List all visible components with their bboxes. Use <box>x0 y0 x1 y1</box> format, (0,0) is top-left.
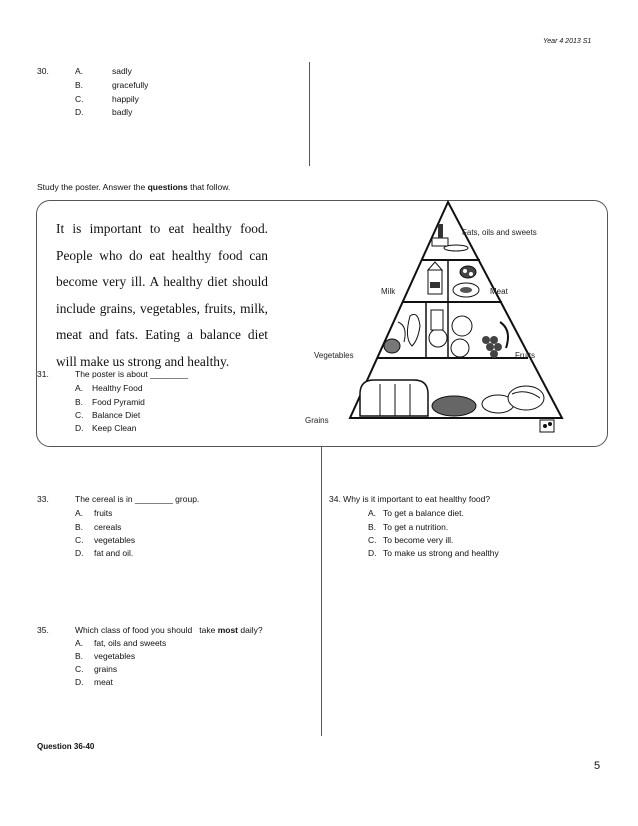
q33-number: 33. <box>37 494 49 504</box>
grains-icon <box>360 380 554 432</box>
column-divider-bottom <box>321 446 322 736</box>
q30-option-c-text: happily <box>112 94 139 104</box>
q35-option-a: A. fat, oils and sweets <box>75 638 167 648</box>
label-vegetables: Vegetables <box>314 351 354 360</box>
page-number: 5 <box>594 760 601 772</box>
q34-option-d: D. To make us strong and healthy <box>368 548 499 558</box>
label-milk: Milk <box>381 287 396 296</box>
meat-icon <box>453 266 479 297</box>
q33-stem: The cereal is in ________ group. <box>75 494 200 504</box>
q31-option-d: D. Keep Clean <box>75 423 137 433</box>
label-grains: Grains <box>305 416 329 425</box>
q30-option-b: B. <box>75 80 84 90</box>
header-label: Year 4 2013 S1 <box>543 38 592 45</box>
q35-option-b: B. vegetables <box>75 651 136 661</box>
q34-stem: 34. Why is it important to eat healthy food? <box>329 494 491 504</box>
q34-option-a: A. To get a balance diet. <box>368 508 464 518</box>
q33-option-a: A. fruits <box>75 508 113 518</box>
instruction-text: Study the poster. Answer the questions that follow. <box>37 182 231 192</box>
q30-option-d-text: badly <box>112 107 133 117</box>
q30-number: 30. <box>37 66 49 76</box>
q33-option-c: C. vegetables <box>75 535 136 545</box>
fruits-icon <box>451 316 508 358</box>
q30-option-d: D. <box>75 107 84 117</box>
q35-stem: Which class of food you should take most daily? <box>75 625 263 635</box>
q35-option-d: D. meat <box>75 677 113 687</box>
q31-option-a: A. Healthy Food <box>75 383 143 393</box>
food-pyramid-illustration <box>300 198 600 444</box>
q35-option-c: C. grains <box>75 664 118 674</box>
label-fruits: Fruits <box>515 351 535 360</box>
q31-stem: The poster is about ________ <box>75 369 188 379</box>
section-label: Question 36-40 <box>37 742 95 751</box>
q30-option-b-text: gracefully <box>112 80 149 90</box>
q31-option-b: B. Food Pyramid <box>75 397 145 407</box>
q30-option-a: A. <box>75 66 84 76</box>
poster-text: It is important to eat healthy food. People who do eat healthy food can become very ill. A healthy diet should include grains, vegetables, fruits, milk, meat and fats. Eating a balance diet will make us strong and healthy. <box>56 221 268 369</box>
q30-option-a-text: sadly <box>112 66 132 76</box>
q34-option-c: C. To become very ill. <box>368 535 454 545</box>
column-divider-top <box>309 62 310 166</box>
q30-option-c: C. <box>75 94 84 104</box>
q35-number: 35. <box>37 625 49 635</box>
q31-number: 31. <box>37 369 49 379</box>
milk-icon <box>428 262 442 294</box>
q33-option-d: D. fat and oil. <box>75 548 134 558</box>
q34-option-b: B. To get a nutrition. <box>368 522 449 532</box>
label-fats: Fats, oils and sweets <box>462 228 537 237</box>
q31-option-c: C. Balance Diet <box>75 410 141 420</box>
q33-option-b: B. cereals <box>75 522 122 532</box>
label-meat: Meat <box>490 287 508 296</box>
vegetables-icon <box>384 310 447 353</box>
